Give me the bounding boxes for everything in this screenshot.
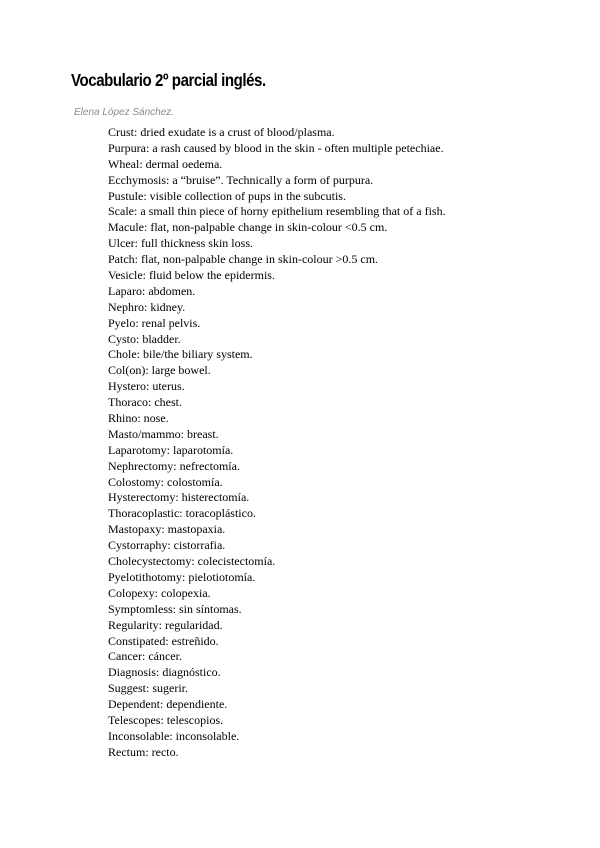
list-item-text: Col(on): large bowel. xyxy=(108,363,211,378)
list-item-text: Telescopes: telescopios. xyxy=(108,712,224,727)
list-item-text: Pyelo: renal pelvis. xyxy=(108,315,201,330)
list-item-text: Regularity: regularidad. xyxy=(108,617,223,632)
list-item-text: Rectum: recto. xyxy=(108,744,179,759)
list-item-text: Mastopaxy: mastopaxia. xyxy=(108,522,226,537)
list-item-text: Cystorraphy: cistorrafia. xyxy=(108,538,226,553)
list-item-text: Hystero: uterus. xyxy=(108,379,185,394)
list-item-text: Masto/mammo: breast. xyxy=(108,426,219,441)
list-item-text: Wheal: dermal oedema. xyxy=(108,156,223,171)
list-item-text: Nephro: kidney. xyxy=(108,299,186,314)
list-item-text: Ecchymosis: a “bruise”. Technically a form of purpura. xyxy=(108,172,374,187)
list-item-text: Crust: dried exudate is a crust of blood/plasma. xyxy=(108,125,335,139)
document-title: Vocabulario 2º parcial inglés. xyxy=(71,70,266,90)
list-item-text: Scale: a small thin piece of horny epithelium resembling that of a fish. xyxy=(108,204,446,219)
document-author: Elena López Sánchez. xyxy=(74,107,175,118)
list-item-text: Cholecystectomy: colecistectomía. xyxy=(108,554,276,569)
list-item-text: Suggest: sugerir. xyxy=(108,681,188,696)
list-item-text: Rhino: nose. xyxy=(108,411,169,426)
list-item-text: Vesicle: fluid below the epidermis. xyxy=(108,268,275,283)
list-item-text: Colopexy: colopexia. xyxy=(108,585,211,600)
list-item-text: Pustule: visible collection of pups in the subcutis. xyxy=(108,188,346,203)
list-item-text: Laparo: abdomen. xyxy=(108,283,196,298)
list-item-text: Thoracoplastic: toracoplástico. xyxy=(108,506,256,521)
list-item-text: Macule: flat, non-palpable change in skin-colour <0.5 cm. xyxy=(108,220,388,235)
list-item-text: Inconsolable: inconsolable. xyxy=(108,728,240,743)
list-item-text: Cancer: cáncer. xyxy=(108,649,182,664)
list-item-text: Dependent: dependiente. xyxy=(108,697,228,712)
list-item-text: Hysterectomy: histerectomía. xyxy=(108,490,250,505)
list-item-text: Colostomy: colostomía. xyxy=(108,474,223,489)
list-item-text: Chole: bile/the biliary system. xyxy=(108,347,253,362)
list-item-text: Purpura: a rash caused by blood in the skin - often multiple petechiae. xyxy=(108,140,444,155)
list-item-text: Thoraco: chest. xyxy=(108,395,182,410)
list-item-text: Ulcer: full thickness skin loss. xyxy=(108,236,253,251)
list-item-text: Symptomless: sin síntomas. xyxy=(108,601,242,616)
list-item-text: Patch: flat, non-palpable change in skin-colour >0.5 cm. xyxy=(108,252,379,267)
list-item-text: Laparotomy: laparotomía. xyxy=(108,442,234,457)
list-item-text: Pyelotithotomy: pielotiotomía. xyxy=(108,569,256,584)
list-item-text: Cysto: bladder. xyxy=(108,331,181,346)
list-item-text: Constipated: estreñido. xyxy=(108,633,219,648)
list-item-text: Diagnosis: diagnóstico. xyxy=(108,665,221,680)
list-item-text: Nephrectomy: nefrectomía. xyxy=(108,458,240,473)
